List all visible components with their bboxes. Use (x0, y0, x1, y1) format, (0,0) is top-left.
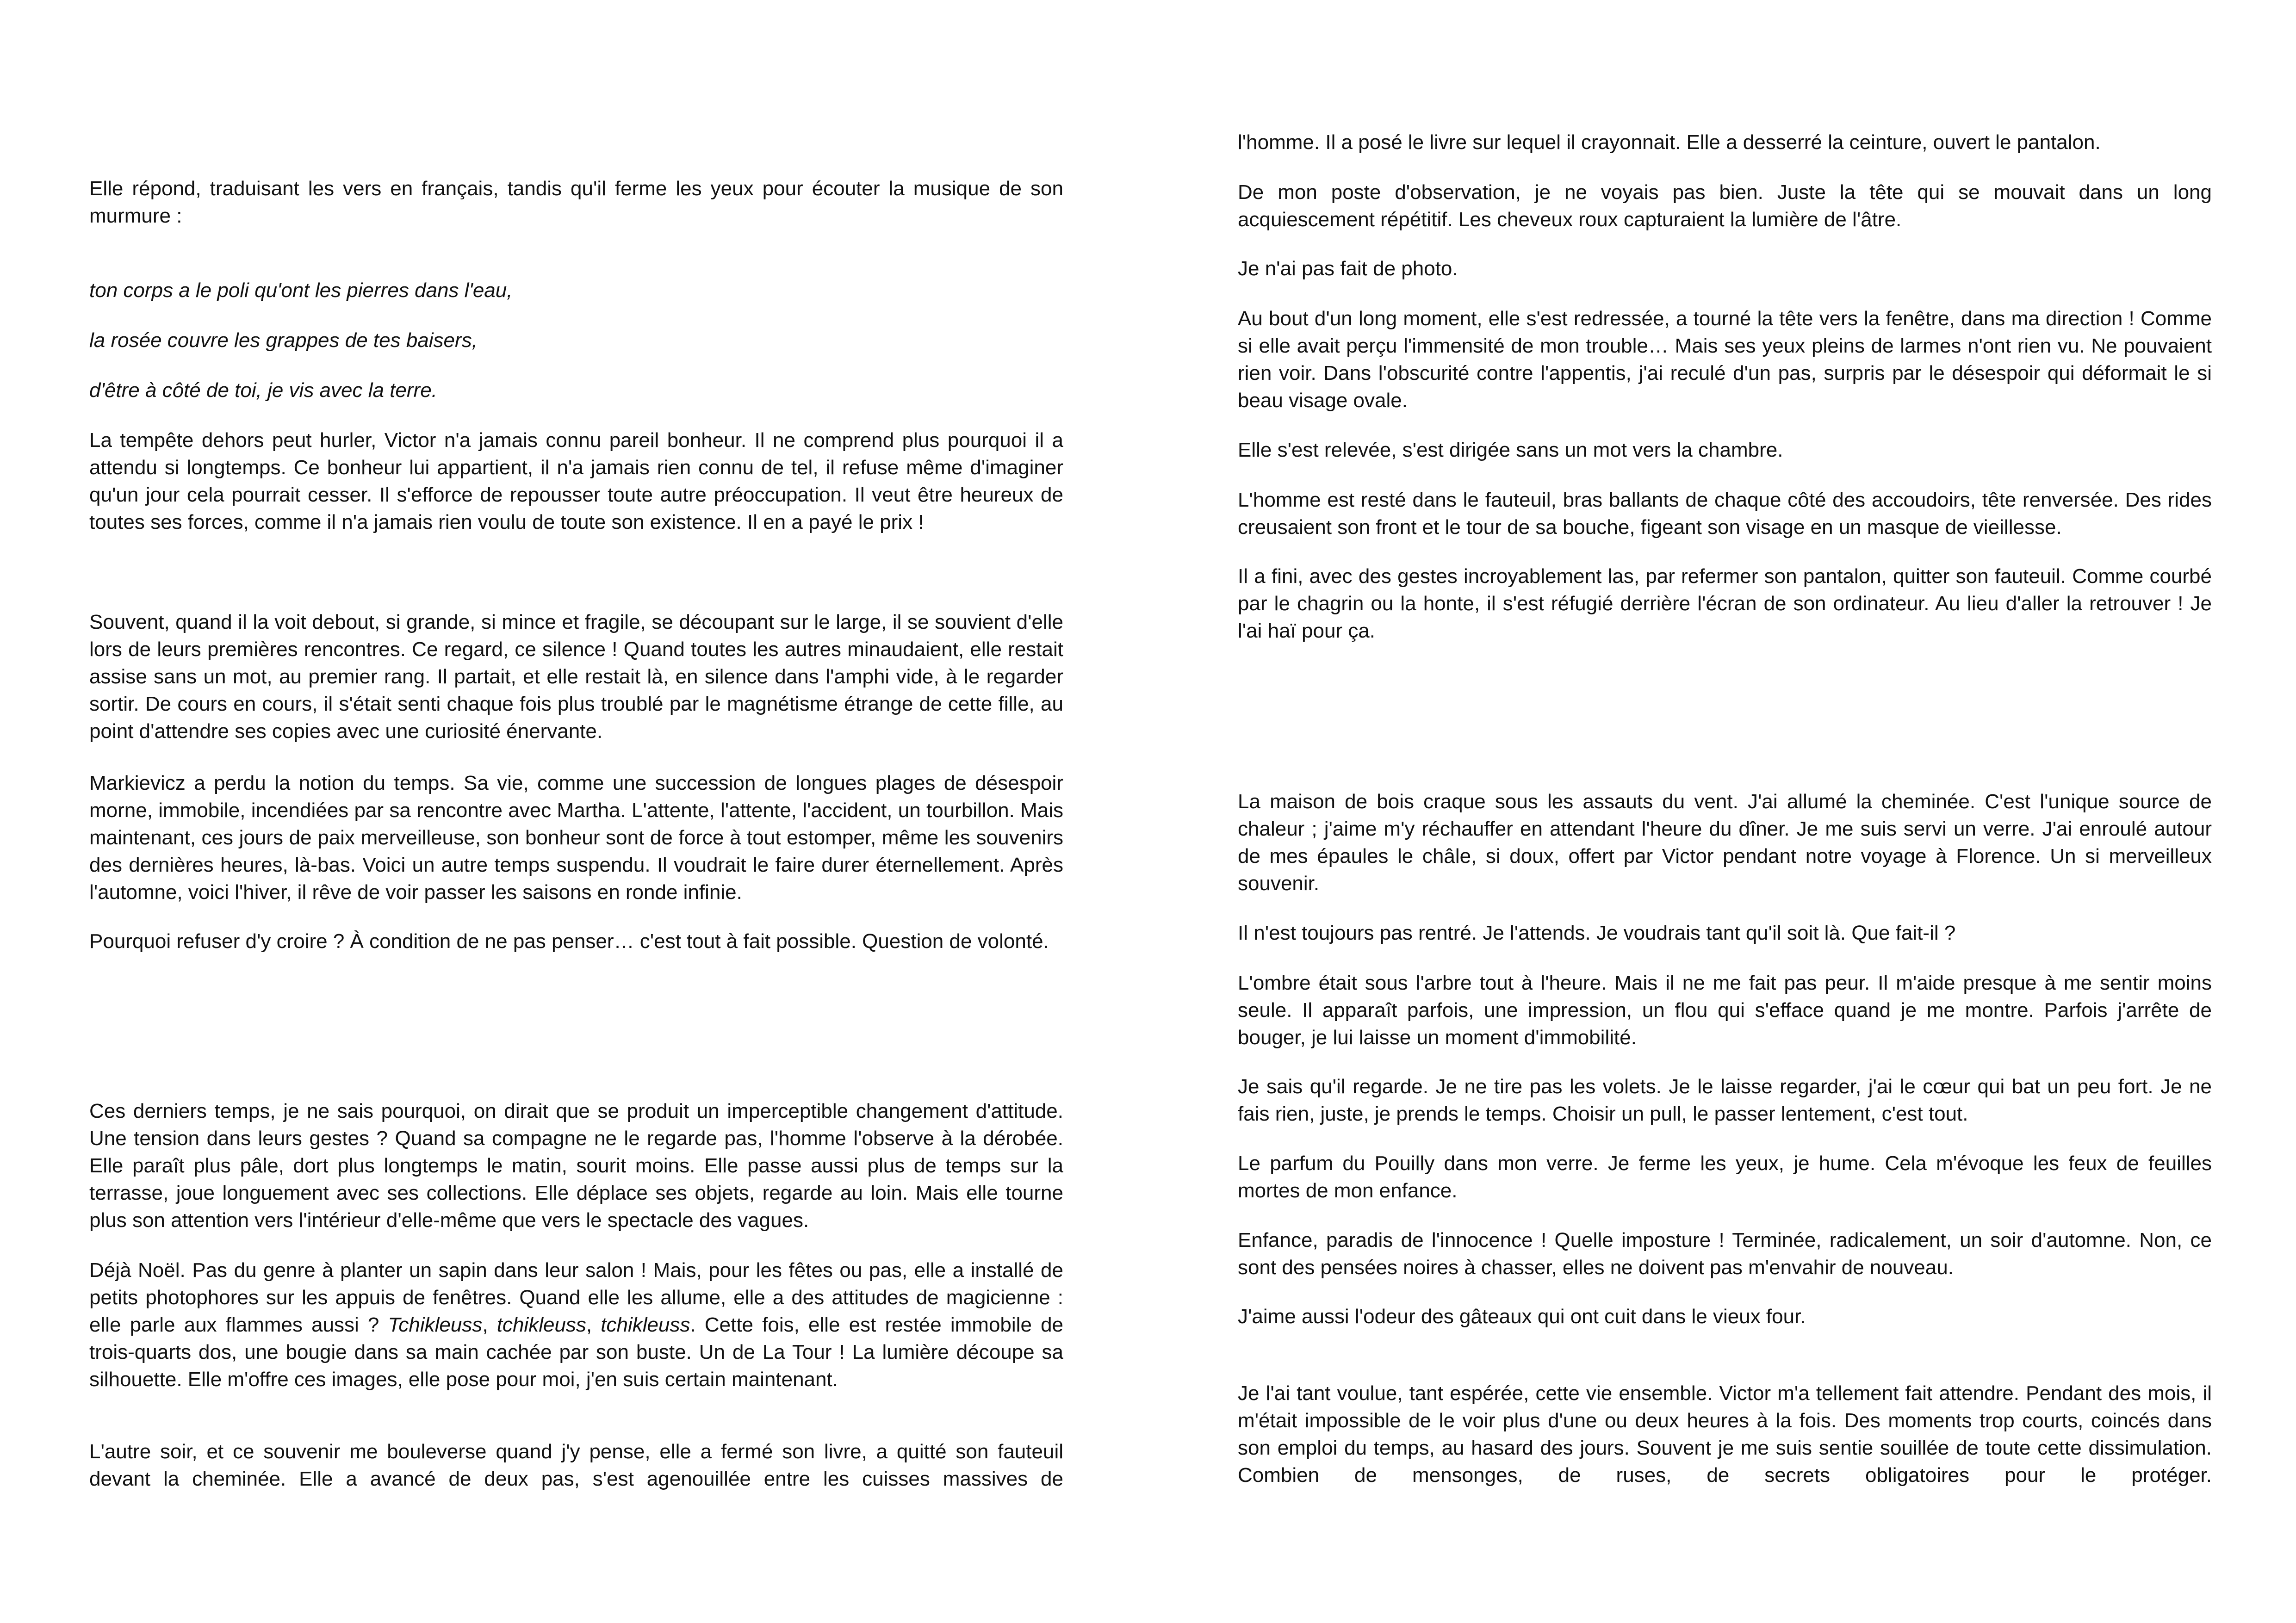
paragraph: Markievicz a perdu la notion du temps. Sa vie, comme une succession de longues plages de désespoir morne, immobile, incendiées par sa rencontre avec Martha. L'attente, l'attente, l'accident, un tourbillon. Mais maintenant, ces jours de paix merveilleuse, son bonheur sont de force à tout estomper, même les souvenirs des dernières heures, là-bas. Voici un autre temps suspendu. Il voudrait le faire durer éternellement. Après l'automne, voici l'hiver, il rêve de voir passer les saisons en ronde infinie. (89, 772, 1063, 904)
paragraph: La tempête dehors peut hurler, Victor n'a jamais connu pareil bonheur. Il ne comprend plus pourquoi il a attendu si longtemps. Ce bonheur lui appartient, il n'a jamais rien connu de tel, il refuse même d'imaginer qu'un jour cela pourrait cesser. Il s'efforce de repousser toute autre préoccupation. Il veut être heureux de toutes ses forces, comme il n'a jamais rien voulu de toute son existence. Il en a payé le prix ! (89, 429, 1063, 533)
paragraph: Elle s'est relevée, s'est dirigée sans un mot vers la chambre. (1238, 439, 1783, 461)
paragraph: Souvent, quand il la voit debout, si grande, si mince et fragile, se découpant sur le large, il se souvient d'elle lors de leurs premières rencontres. Ce regard, ce silence ! Quand toutes les autres minaudaient, elle restait assise sans un mot, au premier rang. Il partait, et elle restait là, en silence dans l'amphi vide, à le regarder sortir. De cours en cours, il s'était senti chaque fois plus troublé par le magnétisme étrange de cette fille, au point d'attendre ses copies avec une curiosité énervante. (89, 611, 1063, 743)
right-page (1238, 0, 2212, 1623)
paragraph: Elle répond, traduisant les vers en français, tandis qu'il ferme les yeux pour écouter la musique de son murmure : (89, 177, 1063, 227)
italic-word: tchikleuss (601, 1313, 690, 1336)
paragraph: L'ombre était sous l'arbre tout à l'heure. Mais il ne me fait pas peur. Il m'aide presque à me sentir moins seule. Il apparaît parfois, une impression, un flou qui s'efface quand je me montre. Parfois j'arrête de bouger, je lui laisse un moment d'immobilité. (1238, 972, 2212, 1049)
paragraph: La maison de bois craque sous les assauts du vent. J'ai allumé la cheminée. C'est l'unique source de chaleur ; j'aime m'y réchauffer en attendant l'heure du dîner. Je me suis servi un verre. J'ai enroulé autour de mes épaules le châle, si doux, offert par Victor pendant notre voyage à Florence. Un si merveilleux souvenir. (1238, 790, 2212, 895)
verse-line: d'être à côté de toi, je vis avec la terre. (89, 379, 437, 402)
paragraph: De mon poste d'observation, je ne voyais pas bien. Juste la tête qui se mouvait dans un long acquiescement répétitif. Les cheveux roux capturaient la lumière de l'âtre. (1238, 181, 2212, 231)
paragraph-noel (89, 1257, 1063, 1393)
paragraph: Je sais qu'il regarde. Je ne tire pas les volets. Je le laisse regarder, j'ai le cœur qui bat un peu fort. Je ne fais rien, juste, je prends le temps. Choisir un pull, le passer lentement, c'est tout. (1238, 1075, 2212, 1125)
text-run: . Cette fois, elle est restée immobile de trois-quarts dos, une bougie dans sa main cachée par son buste. Un de La Tour ! La lumière découpe sa silhouette. Elle m'offre ces images, elle pose pour moi, j'en suis certain maintenant. (89, 1313, 1064, 1391)
paragraph: Enfance, paradis de l'innocence ! Quelle imposture ! Terminée, radicalement, un soir d'automne. Non, ce sont des pensées noires à chasser, elles ne doivent pas m'envahir de nouveau. (1238, 1229, 2212, 1279)
paragraph: Il n'est toujours pas rentré. Je l'attends. Je voudrais tant qu'il soit là. Que fait-il ? (1238, 922, 1956, 944)
paragraph: Au bout d'un long moment, elle s'est redressée, a tourné la tête vers la fenêtre, dans ma direction ! Comme si elle avait perçu l'immensité de mon trouble… Mais ses yeux pleins de larmes n'ont rien vu. Ne pouvaient rien voir. Dans l'obscurité contre l'appentis, j'ai reculé d'un pas, surpris par le désespoir qui déformait le si beau visage ovale. (1238, 307, 2212, 412)
verse-line: ton corps a le poli qu'ont les pierres dans l'eau, (89, 279, 513, 302)
text-run: , (586, 1313, 601, 1336)
paragraph: l'homme. Il a posé le livre sur lequel il crayonnait. Elle a desserré la ceinture, ouvert le pantalon. (1238, 131, 2101, 154)
paragraph: Ces derniers temps, je ne sais pourquoi, on dirait que se produit un imperceptible changement d'attitude. Une tension dans leurs gestes ? Quand sa compagne ne le regarde pas, l'homme l'observe à la dérobée. Elle paraît plus pâle, dort plus longtemps le matin, sourit moins. Elle passe aussi plus de temps sur la terrasse, joue longuement avec ses collections. Elle déplace ses objets, regarde au loin. Mais elle tourne plus son attention vers l'intérieur d'elle-même que vers le spectacle des vagues. (89, 1100, 1063, 1232)
paragraph: Je l'ai tant voulue, tant espérée, cette vie ensemble. Victor m'a tellement fait attendre. Pendant des mois, il m'était impossible de le voir plus d'une ou deux heures à la fois. Des moments trop courts, coincés dans son emploi du temps, au hasard des jours. Souvent je me suis sentie souillée de toute cette dissimulation. Combien de mensonges, de ruses, de secrets obligatoires pour le protéger. (1238, 1382, 2212, 1487)
left-page (89, 0, 1063, 1623)
paragraph: Je n'ai pas fait de photo. (1238, 257, 1458, 280)
verse-line: la rosée couvre les grappes de tes baisers, (89, 329, 478, 352)
text-run: Déjà Noël. Pas du genre à planter un sapin dans leur salon ! Mais, pour les fêtes ou pas, elle a installé de petits photophores sur les appuis de fenêtres. Quand elle les allume, elle a des attitudes de magicienne : elle parle aux flammes aussi ? (89, 1259, 1063, 1336)
text-run: , (482, 1313, 497, 1336)
paragraph: Le parfum du Pouilly dans mon verre. Je ferme les yeux, je hume. Cela m'évoque les feux de feuilles mortes de mon enfance. (1238, 1152, 2212, 1202)
paragraph: J'aime aussi l'odeur des gâteaux qui ont cuit dans le vieux four. (1238, 1305, 1806, 1328)
italic-word: tchikleuss (496, 1313, 586, 1336)
paragraph: Il a fini, avec des gestes incroyablement las, par refermer son pantalon, quitter son fauteuil. Comme courbé par le chagrin ou la honte, il s'est réfugié derrière l'écran de son ordinateur. Au lieu d'aller la retrouver ! Je l'ai haï pour ça. (1238, 565, 2212, 642)
italic-word: Tchikleuss (388, 1313, 483, 1336)
paragraph: Pourquoi refuser d'y croire ? À condition de ne pas penser… c'est tout à fait possible. Question de volonté. (89, 930, 1049, 953)
paragraph: L'autre soir, et ce souvenir me bouleverse quand j'y pense, elle a fermé son livre, a quitté son fauteuil devant la cheminée. Elle a avancé de deux pas, s'est agenouillée entre les cuisses massives de (89, 1440, 1063, 1490)
paragraph: L'homme est resté dans le fauteuil, bras ballants de chaque côté des accoudoirs, tête renversée. Des rides creusaient son front et le tour de sa bouche, figeant son visage en un masque de vieillesse. (1238, 489, 2212, 539)
